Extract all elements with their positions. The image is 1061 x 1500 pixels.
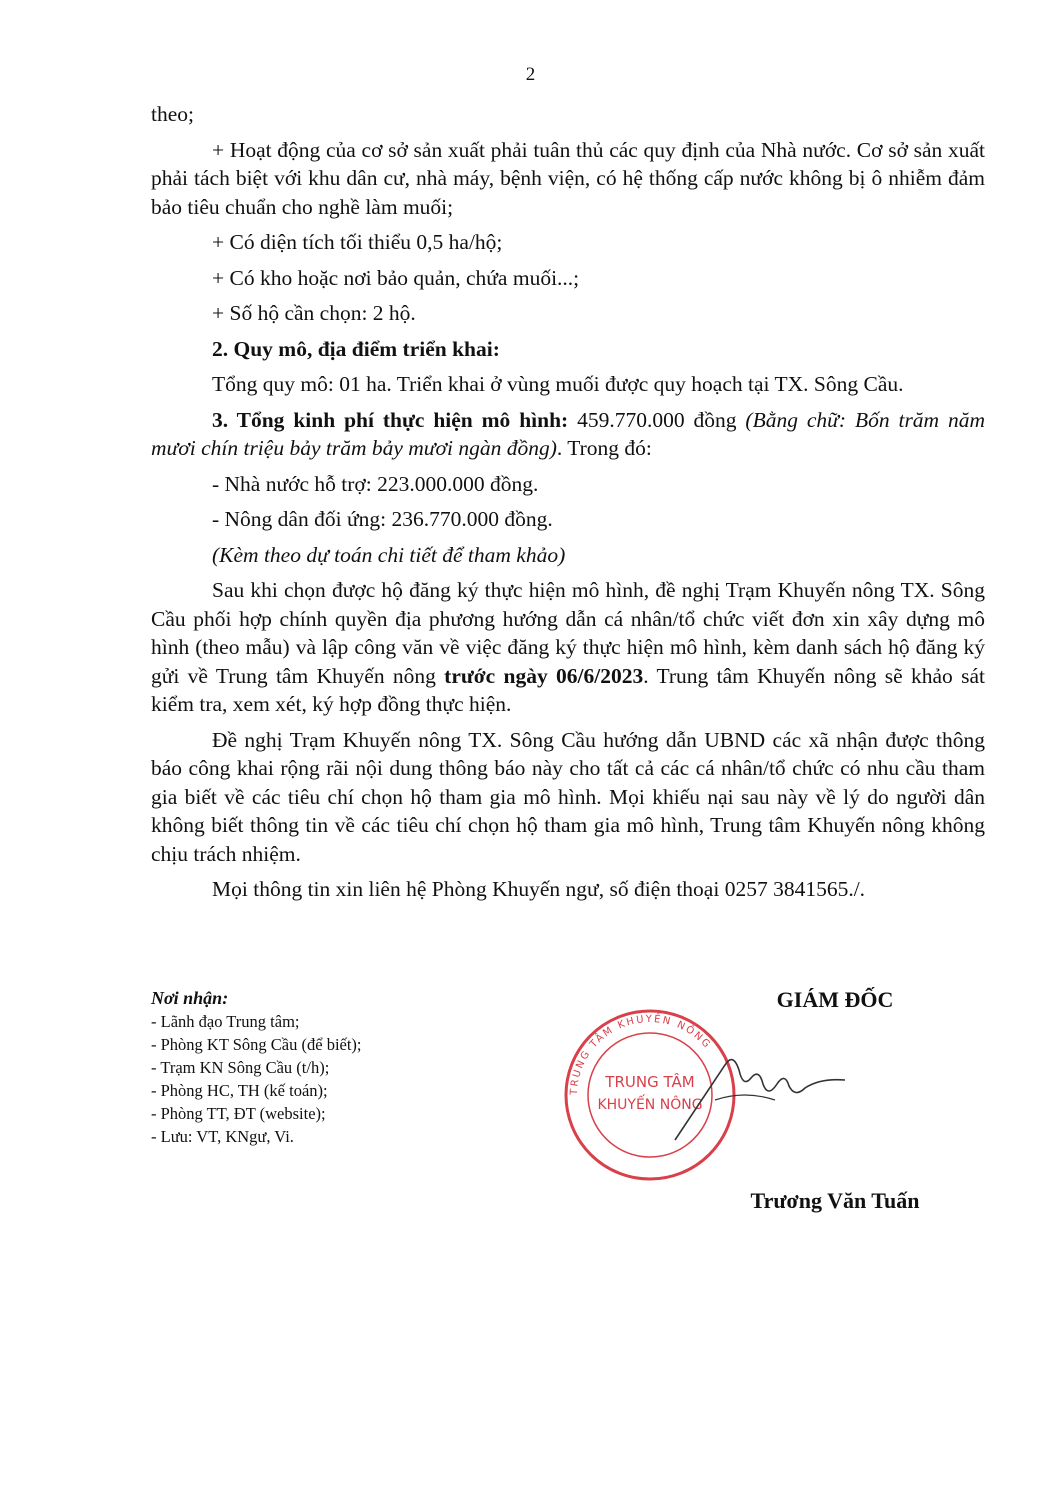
text-run: Mọi thông tin xin liên hệ Phòng Khuyến ngư, số điện thoại 0257 3841565./.: [212, 877, 866, 901]
recipients-block: [151, 987, 481, 1148]
paragraph: [151, 370, 985, 399]
text-run: 2. Quy mô, địa điểm triển khai:: [212, 336, 500, 361]
page-number: 2: [525, 64, 536, 85]
text-run: - Nhà nước hỗ trợ: 223.000.000 đồng.: [212, 471, 539, 496]
text-run: - Nông dân đối ứng: 236.770.000 đồng.: [212, 507, 553, 531]
recipient-item: - Phòng TT, ĐT (website);: [151, 1104, 326, 1123]
text-run: . Trong đó:: [556, 436, 652, 460]
paragraph: [151, 264, 985, 293]
paragraph: [151, 406, 985, 463]
text-run: 459.770.000 đồng: [568, 407, 746, 432]
signer-title: GIÁM ĐỐC: [776, 987, 894, 1012]
text-run: (Bằng chữ: Bốn trăm năm mươi chín triệu bảy trăm bảy mươi ngàn đồng): [151, 407, 986, 460]
document-body: [151, 100, 985, 911]
recipient-item: - Trạm KN Sông Cầu (t/h);: [151, 1058, 330, 1077]
paragraph: [151, 470, 985, 499]
paragraph: [151, 576, 985, 719]
paragraph: [151, 505, 985, 534]
text-run: (Kèm theo dự toán chi tiết để tham khảo): [212, 542, 566, 567]
paragraph: [151, 100, 985, 129]
stamp-center-line1: TRUNG TÂM: [605, 1073, 695, 1091]
recipient-item: - Lưu: VT, KNgư, Vi.: [151, 1127, 294, 1146]
paragraph: [151, 228, 985, 257]
recipients-list: [151, 1010, 481, 1148]
text-run: . Trung tâm Khuyến nông sẽ khảo sát kiểm tra, xem xét, ký hợp đồng thực hiện.: [151, 663, 985, 716]
paragraph: [151, 136, 985, 222]
recipient-item: - Phòng HC, TH (kế toán);: [151, 1081, 328, 1100]
text-run: 3. Tổng kinh phí thực hiện mô hình:: [212, 407, 569, 432]
text-run: + Số hộ cần chọn: 2 hộ.: [212, 301, 416, 325]
handwritten-signature-icon: [655, 1040, 855, 1150]
text-run: + Hoạt động của cơ sở sản xuất phải tuân thủ các quy định của Nhà nước. Cơ sở sản xuất phải tách biệt với khu dân cư, nhà máy, bệnh viện, có hệ thống cấp nước không bị ô nhiễm đảm bảo tiêu chuẩn cho nghề làm muối;: [151, 137, 985, 219]
text-run: theo;: [151, 102, 194, 126]
text-run: Tổng quy mô: 01 ha. Triển khai ở vùng muối được quy hoạch tại TX. Sông Cầu.: [212, 372, 904, 396]
text-run: + Có kho hoặc nơi bảo quản, chứa muối...;: [212, 265, 580, 290]
paragraph: [151, 541, 985, 570]
recipient-item: - Phòng KT Sông Cầu (để biết);: [151, 1035, 362, 1054]
text-run: + Có diện tích tối thiểu 0,5 ha/hộ;: [212, 230, 503, 254]
paragraph: [151, 726, 985, 869]
text-run: trước ngày 06/6/2023: [444, 663, 644, 688]
recipient-item: - Lãnh đạo Trung tâm;: [151, 1012, 300, 1031]
paragraph: [151, 299, 985, 328]
paragraph: [151, 875, 985, 904]
recipients-heading: Nơi nhận:: [151, 988, 229, 1008]
stamp-ring-text: TRUNG TÂM KHUYẾN NÔNG: [568, 1013, 714, 1096]
text-run: Sau khi chọn được hộ đăng ký thực hiện mô hình, đề nghị Trạm Khuyến nông TX. Sông Cầu phối hợp chính quyền địa phương hướng dẫn cá nhân/tổ chức viết đơn xin xây dựng mô hình (theo mẫu) và lập công văn về việc đăng ký thực hiện mô hình, kèm danh sách hộ đăng ký gửi về Trung tâm Khuyến nông: [151, 578, 985, 688]
text-run: Đề nghị Trạm Khuyến nông TX. Sông Cầu hướng dẫn UBND các xã nhận được thông báo công khai rộng rãi nội dung thông báo này cho tất cả các cá nhân/tổ chức có nhu cầu tham gia biết về các tiêu chí chọn hộ tham gia mô hình. Mọi khiếu nại sau này về lý do người dân không biết thông tin về các tiêu chí chọn hộ tham gia mô hình, Trung tâm Khuyến nông không chịu trách nhiệm.: [151, 727, 985, 866]
signer-name: Trương Văn Tuấn: [750, 1188, 920, 1213]
stamp-center-line2: KHUYẾN NÔNG: [597, 1097, 703, 1113]
paragraph: [151, 335, 985, 364]
